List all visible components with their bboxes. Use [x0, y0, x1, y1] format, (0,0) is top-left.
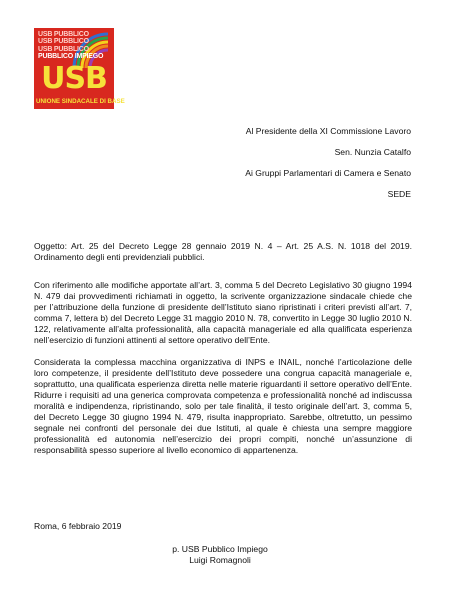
address-line: SEDE	[387, 189, 411, 199]
signature-name: Luigi Romagnoli	[189, 555, 251, 565]
signature-block	[160, 544, 280, 566]
address-line: Sen. Nunzia Catalfo	[334, 147, 411, 157]
subject-line: Oggetto: Art. 25 del Decreto Legge 28 gennaio 2019 N. 4 – Art. 25 A.S. N. 1018 del 2019. Ordinamento degli enti previdenziali pubblici.	[34, 241, 412, 262]
logo-union-text: UNIONE SINDACALE DI BASE	[36, 98, 125, 105]
paragraph: Considerata la complessa macchina organizzativa di INPS e INAIL, nonché l’articolazione delle loro competenze, il presidente dell’Istituto deve possedere una congrua capacità manageriale e, soprattutto, una qualificata esperienza diretta nelle materie riguardanti il settore operativo dell’Ente. Ridurre i requisiti ad una generica comprovata competenza e professionalità nonché ad indiscussa moralità e indipendenza, ripristinando, solo per tale finalità, il testo originale dell’art. 3, comma 5, del Decreto Legge 30 giugno 1994 N. 479, risulta inappropriato. Sarebbe, oltretutto, un pessimo segnale nei confronti del personale dei due Istituti, al quale è chiesta una sempre maggiore professionalità ed autonomia nell’esercizio dei propri compiti, nonché un’assunzione di responsabilità spesso superiore al livello economico di appartenenza.	[34, 357, 412, 455]
address-line: Ai Gruppi Parlamentari di Camera e Senato	[245, 168, 411, 178]
address-line: Al Presidente della XI Commissione Lavoro	[245, 126, 411, 136]
paragraph: Con riferimento alle modifiche apportate all’art. 3, comma 5 del Decreto Legislativo 30 giugno 1994 N. 479 dai provvedimenti richiamati in oggetto, la scrivente organizzazione sindacale chiede che per l’attribuzione della funzione di presidente dell’Istituto siano ripristinati i criteri previsti all’art. 7, comma 7, lettera b) del Decreto Legge 31 maggio 2010 N. 78, convertito in Legge 30 luglio 2010 N. 122, relativamente all’alta professionalità, alla capacità manageriale ed alla qualificata esperienza nell’esercizio di funzioni attinenti al settore operativo dell’Ente.	[34, 280, 412, 345]
recipient-address	[245, 126, 411, 210]
usb-logo	[34, 28, 125, 109]
letter-body	[34, 241, 412, 467]
logo-usb-text: USB	[41, 61, 107, 96]
signature-org: p. USB Pubblico Impiego	[172, 544, 268, 554]
logo-repeat-lines: USB PUBBLICO USB PUBBLICO USB PUBBLICO PUBBLICO IMPIEGO	[38, 31, 104, 61]
letter-date: Roma, 6 febbraio 2019	[34, 521, 122, 531]
